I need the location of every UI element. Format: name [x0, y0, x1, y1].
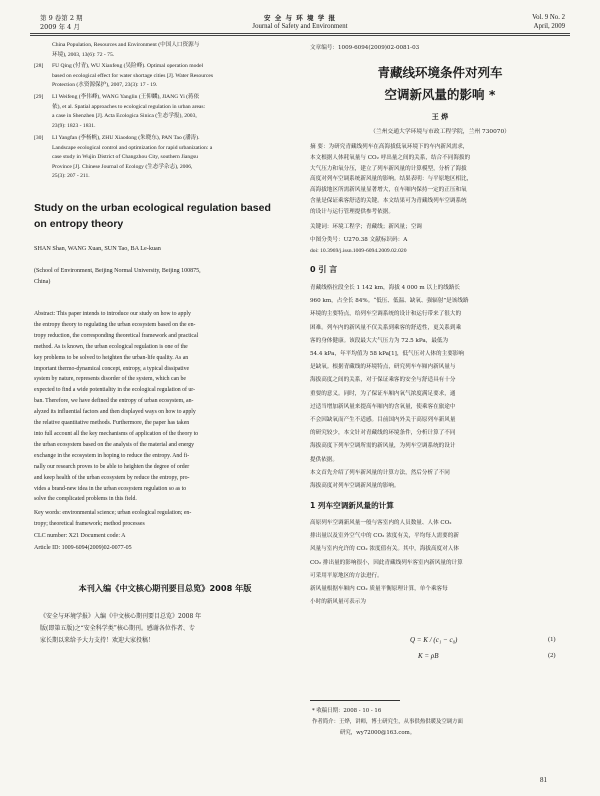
- doi: doi: 10.3969/j.issn.1009-6094.2009.02.020: [310, 248, 407, 254]
- english-title: Study on the urban ecological regulation based on entropy theory: [34, 202, 271, 230]
- page-number: 81: [540, 776, 547, 784]
- introduction-text: 青藏线格拉段全长 1 142 km，海拔 4 000 m 以上的线路长 960 km，占全长 84%。“低压、低温、缺氧、强辐射”是该线路 环境的主要特点，给列车空调系统的设计和运行带来了很大的 困难。列车内的新风量不仅关系到乘客的舒适性，更关系到乘 客的身体健康。该段最大大气压力为 72.5 kPa，最低为 54.4 kPa，年平均值为 58 kPa[1]，低气压对人体的主要影响 是缺氧。根据青藏线的环境特点，研究列车车厢内新风量与 海拔高度之间的关系，对于保证乘客的安全与舒适具有十分 重要的意义。同时，为了保证车厢内氧气浓度满足要求，通 过适当增加新风量来提高车厢内的含氧量，使乘客在旅途中 不会因缺氧而产生不适感。目前国内外关于高原列车新风量 的研究较少，本文针对青藏线的环境条件，分析计算了不同 海拔高度下列车空调所需的新风量，为列车空调系统的设计 提供依据。 本文首先介绍了列车新风量的计算方法，然后分析了不同 海拔高度对列车空调新风量的影响。: [310, 285, 469, 490]
- clc-number: CLC number: X21 Document code: A: [34, 533, 126, 539]
- header-volume: 第 9 卷第 2 期: [40, 14, 83, 22]
- chinese-title: 青藏线环境条件对列车 空调新风量的影响 *: [377, 65, 503, 102]
- english-authors: SHAN Shan, WANG Xuan, SUN Tao, BA Le-kuan: [34, 245, 161, 252]
- chinese-affiliation: （兰州交通大学环境与市政工程学院，兰州 730070）: [370, 129, 510, 135]
- chinese-author: 王 烨: [431, 112, 449, 121]
- article-id: Article ID: 1009-6094(2009)02-0077-05: [34, 545, 132, 551]
- section-0-title: 0 引 言: [310, 265, 338, 274]
- reference-list: China Population, Resources and Environment (中国人口资源与 环境), 2003, 13(6): 72 - 75. [28] FU Qing (付青), WU Xianfeng (吴险峰). Optimal operation model based on ecological effect for water shortage cities [J]. Water Resources Protection (水资源保护), 2007, 23(3): 17 - 19. [29] LI Weifeng (李伟峰), WANG Yanglin (王仰麟), JIANG Yi (蒋依 依), et al. Spatial approaches to ecological regulation in urban areas: a case in Shenzhen [J]. Acta Ecologica Sinica (生态学报), 2003, 23(9): 1823 - 1831. [30] LI Yangfan (李杨帆), ZHU Xiaodong (朱晓东), PAN Tao (潘涛). Landscape ecological control and optimization for rapid urbanization: a case study in Wujin District of Changzhou City, southern Jiangsu Province [J]. Chinese Journal of Ecology (生态学杂志), 2006, 25(3): 207 - 211.: [34, 42, 214, 180]
- equation-2-number: (2): [548, 652, 556, 659]
- equation-1: Q = K / (c₁ − c₀): [410, 636, 458, 644]
- english-abstract: Abstract: This paper intends to introduce our study on how to apply the entropy theory to regulating the urban ecosystem based on the en- tropy reduction, the corresponding theoretical framework and practical method. As is known, the urban ecological regulation is one of the key problems to be solved to heighten the urban-life quality. As an important thermo-dynamical concept, entropy, a typical dissipative system by nature, represents disorder of the system, which can be expected to find a wide potentiality in the ecological regulation of ur- ban. Therefore, we have defined the entropy of urban ecosystem, an- alyzed its influential factors and then displayed ways on how to apply the relative quantitative methods. Furthermore, the paper has taken into full account all the key mechanisms of application of the theory to the urban ecosystem based on the analysis of the material and energy exchange in the ecosystem in hoping to reduce the entropy. And fi- nally our research proves to be able to heighten the degree of order and keep health of the urban ecosystem by reduce the entropy, pro- vides a brand-new idea in the urban ecosystem regulation so as to solve the complicated problems in this field.: [34, 311, 199, 503]
- english-affiliation: (School of Environment, Beijing Normal University, Beijing 100875, China): [34, 268, 201, 285]
- journal-title-cn: 安 全 与 环 境 学 报: [263, 14, 337, 22]
- header-date: 2009 年 4 月: [40, 23, 80, 31]
- header-rule: [30, 33, 570, 34]
- english-keywords: Key words: environmental science; urban ecological regulation; en- tropy; theoretical framework; method processes: [34, 510, 192, 527]
- footnote: * 收稿日期：2008 - 10 - 16 作者简介：王烨，讲师，博士研究生，从事供热供暖及空调方面 研究，wy72000@163.com。: [312, 708, 463, 736]
- equation-2: K = ρB: [418, 652, 439, 660]
- equation-1-number: (1): [548, 636, 556, 643]
- journal-title-en: Journal of Safety and Environment: [252, 23, 348, 30]
- header-month: April, 2009: [533, 23, 565, 30]
- chinese-abstract: 摘 要：为研究青藏线列车在高海拔低氧环境下的车内新风需求， 本文根据人体耗氧量与 CO₂ 呼出量之间的关系，结合不同海拔的 大气压力和氧分压，建立了列车新风量的计算模型，分析了海拔 高度对列车空调系统新风量的影响。结果表明：与平原地区相比， 高海拔地区所需新风量显著增大，在车厢内保持一定的正压和氧 含量是保证乘客舒适的关键。本文结果可为青藏线列车空调系统 的设计与运行管理提供参考依据。: [310, 144, 473, 215]
- notice-title: 本刊入编《中文核心期刊要目总览》2008 年版: [78, 583, 252, 593]
- notice-body: 《安全与环境学报》入编《中文核心期刊要目总览》2008 年 版(即第五版)之“安全科学类”核心期刊。感谢各位作者、专 家长期以来给予大力支持！欢迎大家投稿！: [40, 613, 202, 644]
- footnote-rule: [310, 700, 400, 701]
- chinese-keywords: 关键词：环境工程学；青藏线；新风量；空调: [310, 224, 422, 230]
- chinese-clc: 中图分类号：U270.38 文献标识码：A: [310, 237, 408, 243]
- doc-number: 文章编号：1009-6094(2009)02-0081-03: [310, 45, 420, 51]
- section-1-title: 1 列车空调新风量的计算: [310, 501, 394, 510]
- section-1-text: 高原列车空调新风量一般与客室内的人员数量、人体 CO₂ 排出量以及室外空气中的 CO₂ 浓度有关，平均每人需要的新 风量与室内允许的 CO₂ 浓度值有关。其中，海拔高度对人体 CO₂ 排出量的影响很小，因此青藏线列车客室内新风量的计算 可采用平原地区的方法进行。 新风量根据车厢内 CO₂ 质量平衡原理计算，单个乘客每 小时的新风量可表示为: [310, 520, 463, 606]
- header-rule-thin: [30, 35, 570, 36]
- header-vol-no: Vol. 9 No. 2: [532, 14, 565, 21]
